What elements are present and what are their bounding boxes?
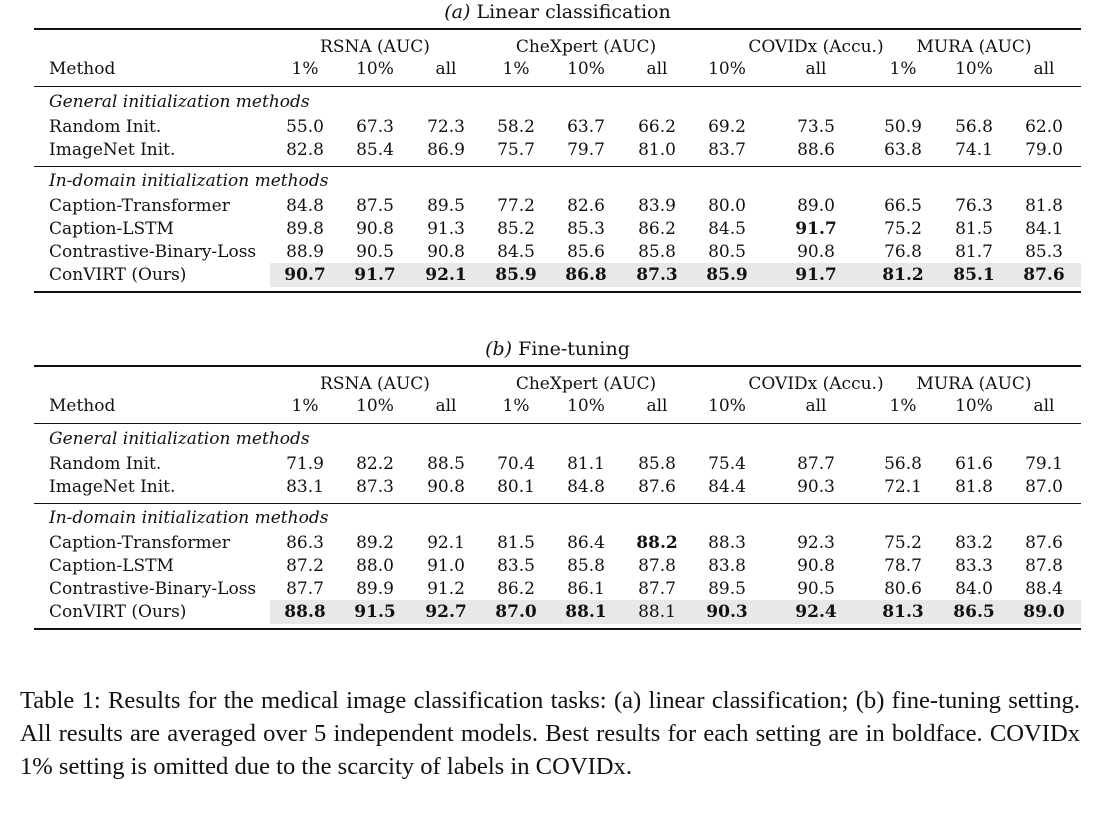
table-cell: 88.2 (636, 533, 678, 553)
method-name: ConVIRT (Ours) (49, 602, 187, 622)
panel-title (34, 337, 1081, 361)
table-cell: 91.0 (427, 556, 465, 576)
column-sub-header: 10% (708, 59, 746, 79)
table-cell: 88.4 (1025, 579, 1063, 599)
method-name: ImageNet Init. (49, 140, 176, 160)
table-cell: 89.0 (797, 196, 835, 216)
section-label: In-domain initialization methods (49, 508, 329, 528)
table-cell: 87.8 (638, 556, 676, 576)
table-cell: 88.1 (565, 602, 607, 622)
method-name: Contrastive-Binary-Loss (49, 242, 257, 262)
table-cell: 56.8 (884, 454, 922, 474)
column-sub-header: 1% (291, 59, 319, 79)
table-cell: 89.0 (1023, 602, 1065, 622)
table-cell: 85.2 (497, 219, 535, 239)
column-sub-header: all (435, 59, 457, 79)
table-cell: 62.0 (1025, 117, 1063, 137)
table-cell: 87.5 (356, 196, 394, 216)
column-sub-header: all (805, 59, 827, 79)
table-cell: 79.1 (1025, 454, 1063, 474)
table-cell: 79.0 (1025, 140, 1063, 160)
table-cell: 92.4 (795, 602, 837, 622)
table-cell: 86.4 (567, 533, 605, 553)
table-cell: 80.0 (708, 196, 746, 216)
table-cell: 87.8 (1025, 556, 1063, 576)
table-cell: 92.1 (427, 533, 465, 553)
column-group-header: CheXpert (AUC) (515, 37, 657, 57)
table-cell: 55.0 (286, 117, 324, 137)
table-cell: 88.0 (356, 556, 394, 576)
table-cell: 87.0 (495, 602, 537, 622)
table-cell: 90.3 (797, 477, 835, 497)
table-cell: 84.8 (286, 196, 324, 216)
column-sub-header: all (646, 396, 668, 416)
table-cell: 92.7 (425, 602, 467, 622)
table-cell: 87.7 (638, 579, 676, 599)
table-cell: 88.6 (797, 140, 835, 160)
table-cell: 87.0 (1025, 477, 1063, 497)
table-cell: 76.3 (955, 196, 993, 216)
table-cell: 83.8 (708, 556, 746, 576)
table-cell: 89.8 (286, 219, 324, 239)
table-cell: 81.2 (882, 265, 924, 285)
table-cell: 84.5 (497, 242, 535, 262)
panel-title-text: Fine-tuning (518, 338, 630, 360)
column-sub-header: all (805, 396, 827, 416)
method-name: Random Init. (49, 117, 162, 137)
table-cell: 76.8 (884, 242, 922, 262)
column-sub-header: all (435, 396, 457, 416)
table-cell: 81.0 (638, 140, 676, 160)
column-sub-header: 10% (356, 396, 394, 416)
table-cell: 90.7 (284, 265, 326, 285)
table-cell: 90.8 (427, 242, 465, 262)
table-cell: 87.6 (1023, 265, 1065, 285)
panel-letter: (b) (485, 338, 513, 360)
panel-title-text: Linear classification (476, 1, 671, 23)
table-cell: 82.6 (567, 196, 605, 216)
table-cell: 82.8 (286, 140, 324, 160)
table-cell: 84.8 (567, 477, 605, 497)
column-sub-header: 1% (291, 396, 319, 416)
table-cell: 69.2 (708, 117, 746, 137)
column-sub-header: 10% (708, 396, 746, 416)
column-group-header: RSNA (AUC) (320, 37, 430, 57)
table-cell: 87.6 (638, 477, 676, 497)
bottom-rule (34, 628, 1081, 630)
table-cell: 86.9 (427, 140, 465, 160)
table-cell: 79.7 (567, 140, 605, 160)
column-sub-header: 1% (502, 396, 530, 416)
table-cell: 86.8 (565, 265, 607, 285)
table-cell: 88.3 (708, 533, 746, 553)
table-cell: 81.1 (567, 454, 605, 474)
table-cell: 85.9 (495, 265, 537, 285)
column-sub-header: 10% (356, 59, 394, 79)
table-cell: 87.7 (286, 579, 324, 599)
table-cell: 90.8 (797, 556, 835, 576)
table-cell: 85.8 (638, 454, 676, 474)
header-rule (34, 86, 1081, 87)
table-cell: 89.2 (356, 533, 394, 553)
table-cell: 91.2 (427, 579, 465, 599)
table-cell: 91.7 (795, 265, 837, 285)
table-cell: 81.8 (955, 477, 993, 497)
table-cell: 85.1 (953, 265, 995, 285)
table-cell: 83.2 (955, 533, 993, 553)
method-name: Contrastive-Binary-Loss (49, 579, 257, 599)
section-label: In-domain initialization methods (49, 171, 329, 191)
section-rule (34, 166, 1081, 167)
table-cell: 87.7 (797, 454, 835, 474)
table-cell: 92.1 (425, 265, 467, 285)
table-cell: 71.9 (286, 454, 324, 474)
table-cell: 84.1 (1025, 219, 1063, 239)
table-cell: 77.2 (497, 196, 535, 216)
table-cell: 87.3 (356, 477, 394, 497)
table-cell: 70.4 (497, 454, 535, 474)
table-cell: 81.3 (882, 602, 924, 622)
table-cell: 85.4 (356, 140, 394, 160)
table-cell: 58.2 (497, 117, 535, 137)
table-cell: 83.1 (286, 477, 324, 497)
method-name: ConVIRT (Ours) (49, 265, 187, 285)
section-label: General initialization methods (49, 429, 310, 449)
table-cell: 61.6 (955, 454, 993, 474)
section-label: General initialization methods (49, 92, 310, 112)
table-cell: 83.3 (955, 556, 993, 576)
table-cell: 83.9 (638, 196, 676, 216)
table-cell: 87.6 (1025, 533, 1063, 553)
table-cell: 82.2 (356, 454, 394, 474)
method-name: Caption-LSTM (49, 219, 174, 239)
table-cell: 73.5 (797, 117, 835, 137)
column-sub-header: 1% (502, 59, 530, 79)
top-rule (34, 28, 1081, 30)
table-cell: 86.2 (497, 579, 535, 599)
column-group-header: RSNA (AUC) (320, 374, 430, 394)
column-sub-header: 1% (889, 59, 917, 79)
table-cell: 75.4 (708, 454, 746, 474)
table-cell: 66.5 (884, 196, 922, 216)
column-group-header: MURA (AUC) (916, 37, 1032, 57)
table-cell: 63.8 (884, 140, 922, 160)
method-name: Random Init. (49, 454, 162, 474)
table-cell: 83.5 (497, 556, 535, 576)
table-cell: 86.3 (286, 533, 324, 553)
table-cell: 87.3 (636, 265, 678, 285)
table-cell: 80.1 (497, 477, 535, 497)
table-cell: 75.7 (497, 140, 535, 160)
column-group-header: MURA (AUC) (916, 374, 1032, 394)
table-cell: 92.3 (797, 533, 835, 553)
table-cell: 90.5 (797, 579, 835, 599)
column-sub-header: all (1033, 59, 1055, 79)
column-sub-header: 10% (955, 59, 993, 79)
column-sub-header: all (1033, 396, 1055, 416)
table-cell: 85.3 (567, 219, 605, 239)
table-cell: 72.1 (884, 477, 922, 497)
table-cell: 85.8 (567, 556, 605, 576)
column-sub-header: 10% (567, 396, 605, 416)
table-cell: 72.3 (427, 117, 465, 137)
method-name: Caption-LSTM (49, 556, 174, 576)
method-name: ImageNet Init. (49, 477, 176, 497)
column-sub-header: 10% (955, 396, 993, 416)
column-sub-header: 10% (567, 59, 605, 79)
table-cell: 81.8 (1025, 196, 1063, 216)
column-sub-header: 1% (889, 396, 917, 416)
table-cell: 56.8 (955, 117, 993, 137)
table-cell: 91.7 (354, 265, 396, 285)
table-cell: 86.2 (638, 219, 676, 239)
table-cell: 85.8 (638, 242, 676, 262)
column-sub-header: all (646, 59, 668, 79)
table-cell: 85.9 (706, 265, 748, 285)
table-cell: 81.5 (497, 533, 535, 553)
table-cell: 89.5 (427, 196, 465, 216)
table-cell: 84.0 (955, 579, 993, 599)
table-cell: 89.5 (708, 579, 746, 599)
panel-letter: (a) (444, 1, 471, 23)
table-cell: 90.8 (797, 242, 835, 262)
column-group-header: CheXpert (AUC) (515, 374, 657, 394)
table-cell: 85.3 (1025, 242, 1063, 262)
table-cell: 87.2 (286, 556, 324, 576)
table-cell: 89.9 (356, 579, 394, 599)
header-rule (34, 423, 1081, 424)
table-caption: Table 1: Results for the medical image classification tasks: (a) linear classification; (b) fine-tuning setting. All results are averaged over 5 independent models. Best results for each setting are in boldface. COVIDx 1% setting is omitted due to the scarcity of labels in COVIDx. (20, 687, 1080, 780)
table-cell: 88.1 (638, 602, 676, 622)
table-cell: 91.3 (427, 219, 465, 239)
table-cell: 88.9 (286, 242, 324, 262)
column-group-header: COVIDx (Accu.) (748, 374, 884, 394)
table-cell: 91.5 (354, 602, 396, 622)
table-cell: 83.7 (708, 140, 746, 160)
top-rule (34, 365, 1081, 367)
method-column-header: Method (49, 59, 116, 79)
table-cell: 81.7 (955, 242, 993, 262)
method-column-header: Method (49, 396, 116, 416)
table-cell: 90.8 (427, 477, 465, 497)
table-cell: 80.6 (884, 579, 922, 599)
table-cell: 78.7 (884, 556, 922, 576)
column-group-header: COVIDx (Accu.) (748, 37, 884, 57)
table-cell: 85.6 (567, 242, 605, 262)
table-cell: 86.5 (953, 602, 995, 622)
table-cell: 90.8 (356, 219, 394, 239)
table-cell: 88.5 (427, 454, 465, 474)
table-cell: 90.5 (356, 242, 394, 262)
table-cell: 81.5 (955, 219, 993, 239)
method-name: Caption-Transformer (49, 533, 230, 553)
method-name: Caption-Transformer (49, 196, 230, 216)
bottom-rule (34, 291, 1081, 293)
table-cell: 86.1 (567, 579, 605, 599)
table-cell: 90.3 (706, 602, 748, 622)
table-cell: 80.5 (708, 242, 746, 262)
table-cell: 91.7 (795, 219, 837, 239)
table-cell: 75.2 (884, 533, 922, 553)
table-cell: 84.4 (708, 477, 746, 497)
table-cell: 67.3 (356, 117, 394, 137)
table-cell: 66.2 (638, 117, 676, 137)
table-cell: 84.5 (708, 219, 746, 239)
table-cell: 50.9 (884, 117, 922, 137)
table-cell: 74.1 (955, 140, 993, 160)
table-cell: 63.7 (567, 117, 605, 137)
table-cell: 75.2 (884, 219, 922, 239)
panel-title (34, 0, 1081, 24)
table-cell: 88.8 (284, 602, 326, 622)
section-rule (34, 503, 1081, 504)
